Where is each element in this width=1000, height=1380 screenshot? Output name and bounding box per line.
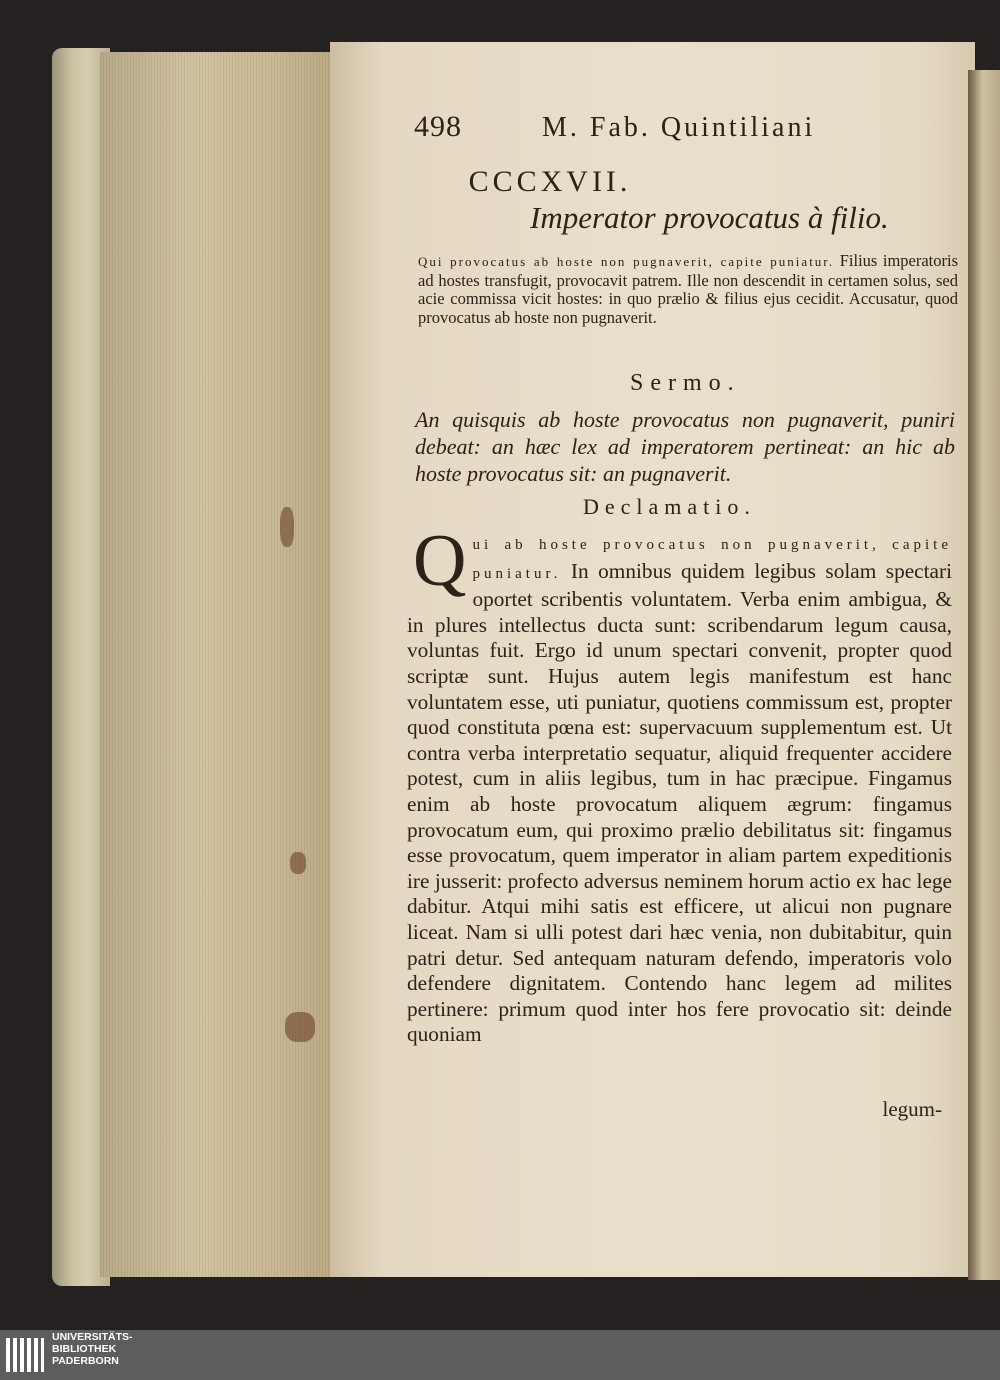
stain [280,507,294,547]
library-name-line: BIBLIOTHEK [52,1343,117,1355]
sermo-heading: Sermo. [630,370,741,396]
body-text: In omnibus quidem legibus solam spectari oportet scribentis voluntatem. Verba enim ambigua, & in plures intellectus ducta sunt: scribendarum legum causa, voluntas fuit. Ergo id unum spectari convenit, propter quod scriptæ sunt. Hujus autem legis manifestum est hanc voluntatem esse, uti puniatur, quotiens commissum est, propter quod constituta pœna est: supervacuum supplementum est. Ut contra verba interpretatio sequatur, aliquid frequenter accidere potest, cum in aliis legibus, tum in hac præcipue. Fingamus enim ab hoste provocatum aliquem ægrum: fingamus provocatum eum, qui proximo prælio debilitatus sit: fingamus esse provocatum, quem imperator in aliam partem expeditionis ire jusserit: profecto adversus neminem horum actio ex hac lege dabitur. Atqui mihi satis est efficere, ut alicui non pugnare liceat. Nam si ulli potest dari hæc venia, non dubitabitur, quin patri detur. Sed antequam naturam defendo, imperatoris volo defendere dignitatem. Contendo hanc legem ad milites pertinere: primum quod inter hos fere provocatio sit: deinde quoniam [407,558,953,1047]
catchword: legum- [882,1097,942,1121]
library-footer [0,1330,1000,1380]
page-block-edge [100,52,332,1277]
library-name-line: UNIVERSITÄTS- [52,1331,133,1343]
stain [290,852,306,874]
running-title: M. Fab. Quintiliani [542,112,816,143]
declamatio-heading: Declamatio. [583,494,756,519]
library-name-line: PADERBORN [52,1355,119,1367]
sermo-text: An quisquis ab hoste provocatus non pugnaverit, puniri debeat: an hæc lex ad imperatorem pertineat: an hic ab hoste provocatus sit: an pugnaverit. [415,407,955,486]
facing-page-edge [968,70,1000,1280]
stain [285,1012,315,1042]
library-logo-icon [4,1336,46,1374]
declamation-title: Imperator provocatus à filio. [530,200,889,235]
drop-cap: Q [413,520,467,602]
argument-text: Filius imperatoris ad hostes transfugit, provocavit patrem. Ille non descendit in certamen solus, sed acie commissa vicit hostes: in quo prælio & filius ejus cecidit. Accusatur, quod provocatus ab hoste non pugnaverit. [418,251,959,327]
declamation-numeral: CCCXVII. [468,165,632,198]
argument-lead: Qui provocatus ab hoste non pugnaverit, capite puniatur. [418,254,835,269]
argument-paragraph [418,252,958,327]
body-lead: ui ab hoste provocatus non pugnaverit, capite puniatur. [472,537,952,582]
library-name [52,1331,133,1367]
page-number: 498 [414,110,462,143]
declamatio-body [407,520,953,1048]
